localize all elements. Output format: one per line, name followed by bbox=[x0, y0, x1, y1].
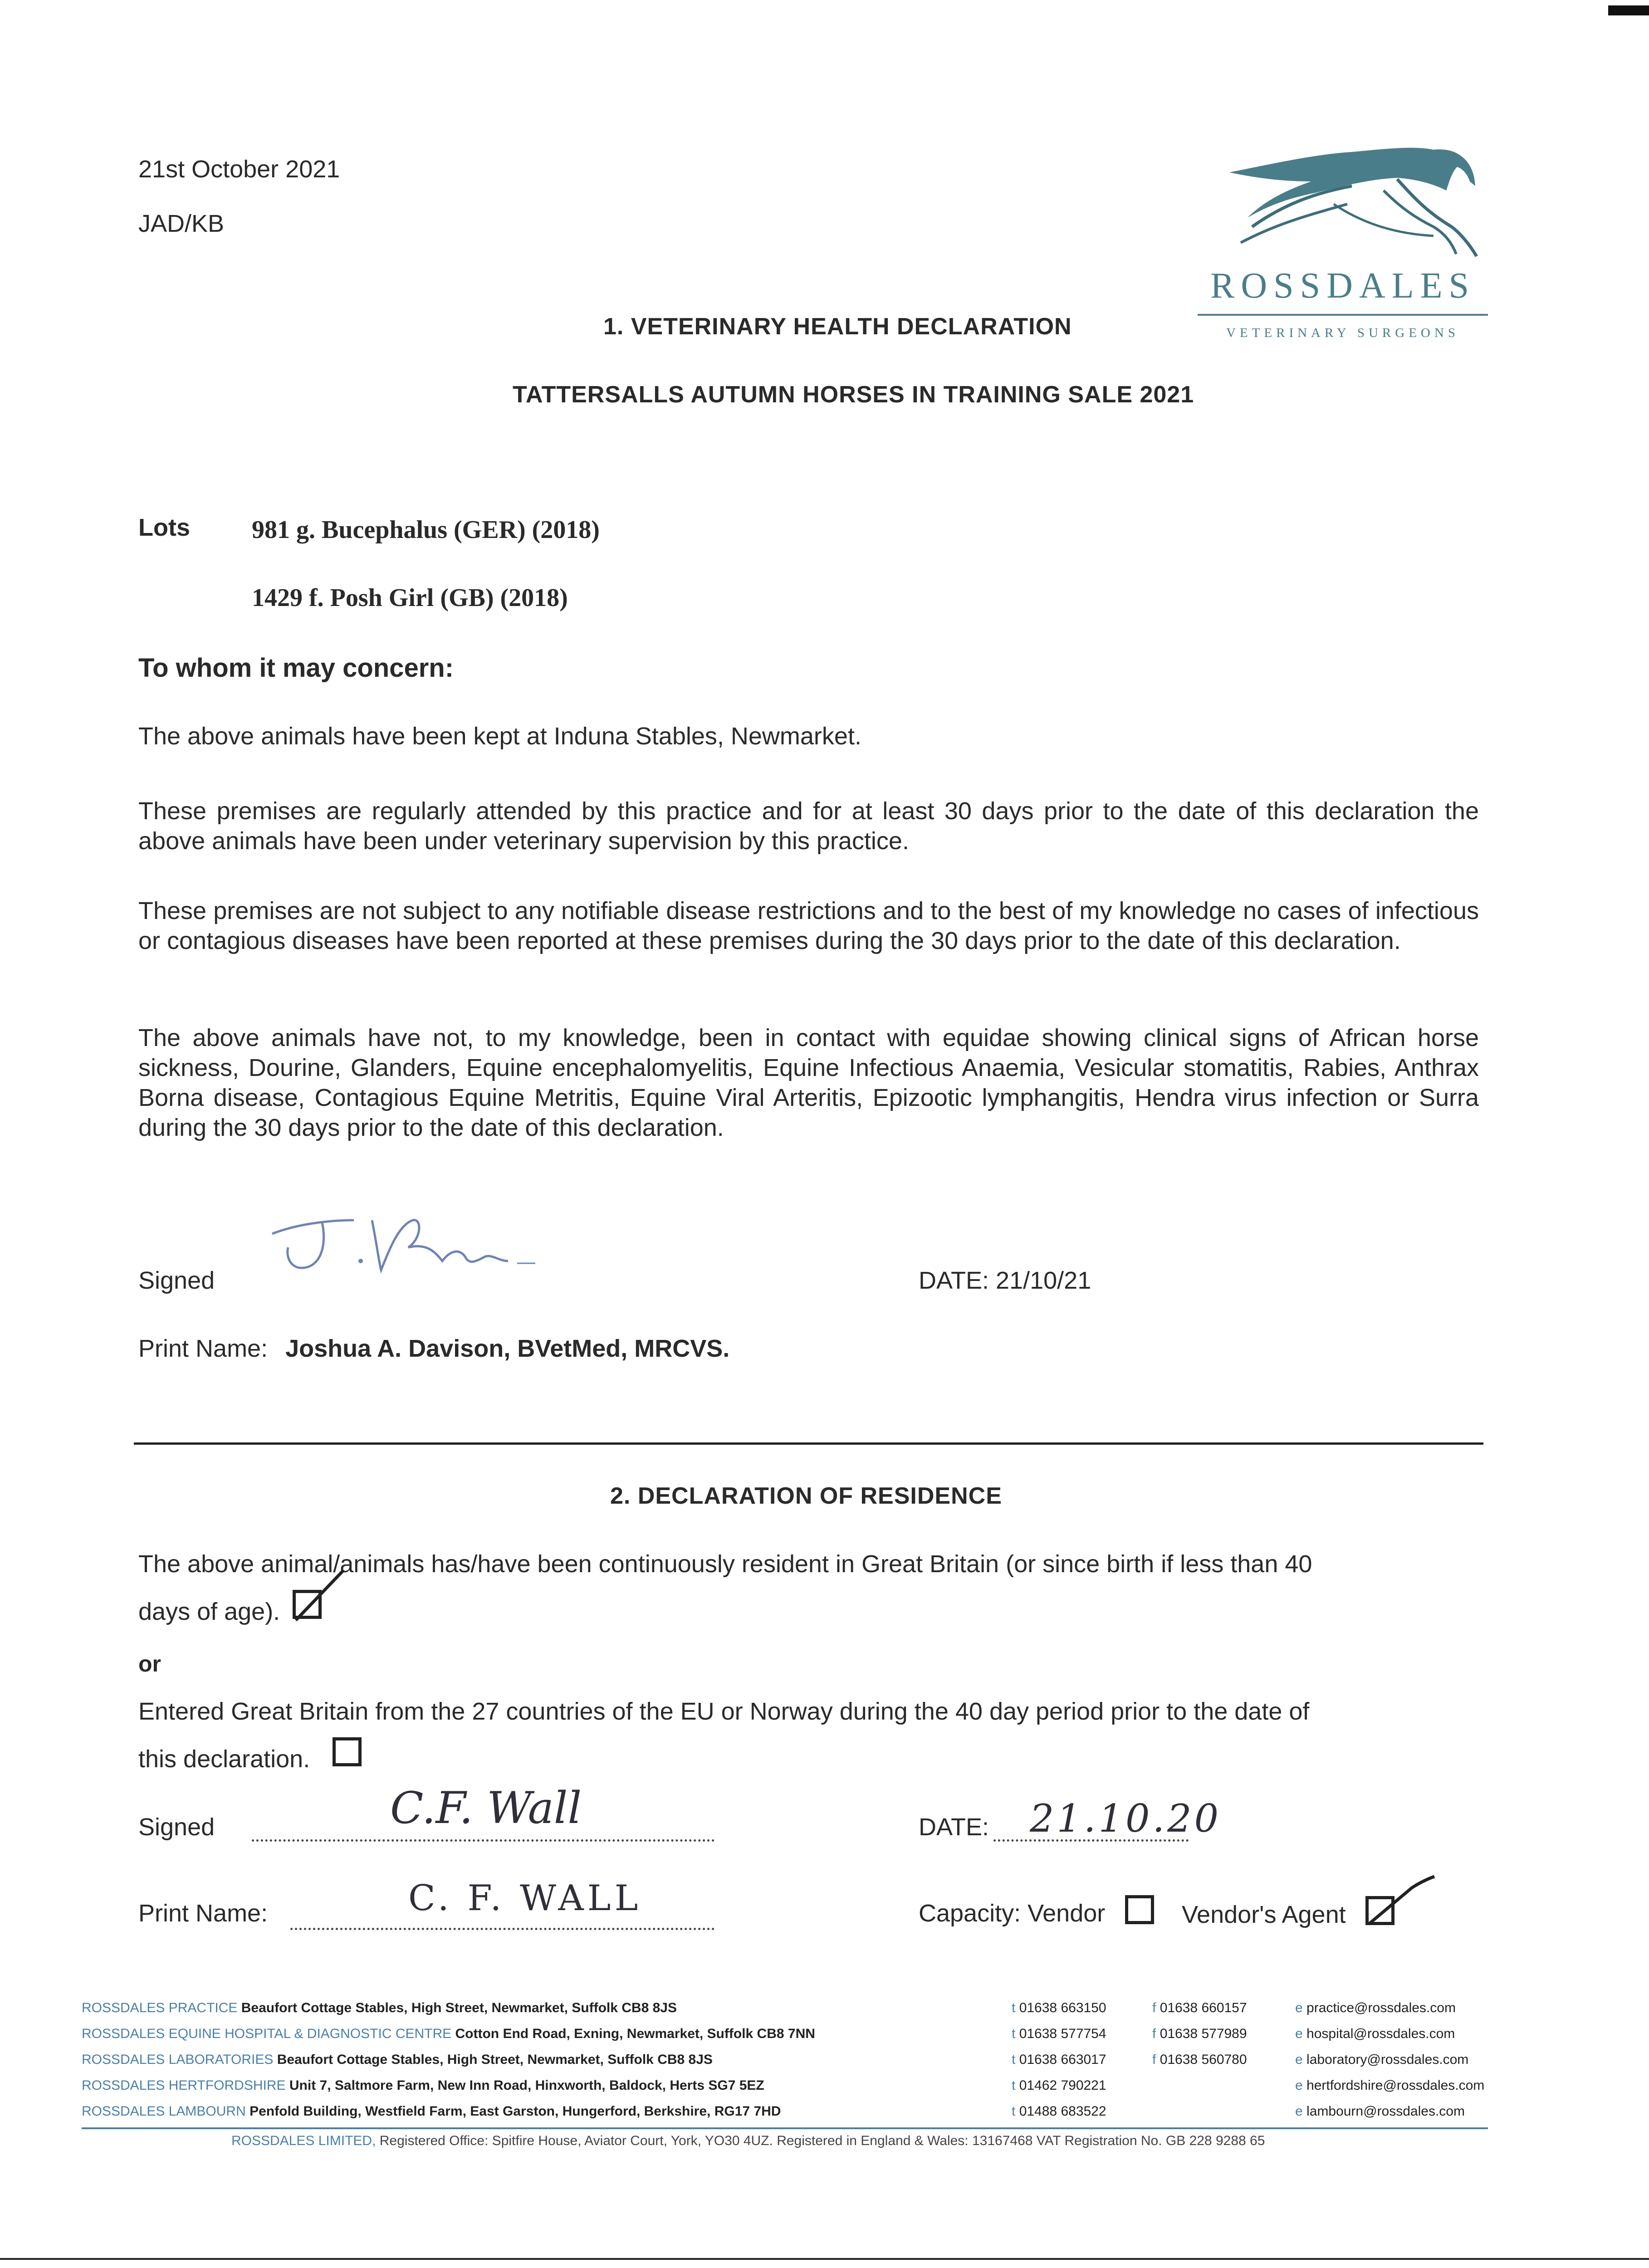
footer-email[interactable]: e hospital@rossdales.com bbox=[1295, 2026, 1455, 2041]
location-address: Penfold Building, Westfield Farm, East Garston, Hungerford, Berkshire, RG17 7HD bbox=[250, 2104, 781, 2119]
vet-signature bbox=[263, 1193, 553, 1288]
section2-signed-label: Signed bbox=[138, 1813, 215, 1841]
location-name: ROSSDALES LAMBOURN bbox=[82, 2104, 246, 2119]
vendor-checkbox[interactable] bbox=[1125, 1895, 1154, 1924]
footer-fax: f 01638 577989 bbox=[1152, 2026, 1247, 2041]
footer-location bbox=[82, 2047, 1034, 2072]
residence-option1-checkbox[interactable] bbox=[293, 1590, 322, 1619]
location-name: ROSSDALES HERTFORDSHIRE bbox=[82, 2078, 286, 2093]
vendors-agent-label: Vendor's Agent bbox=[1182, 1901, 1346, 1928]
footer-tel: t 01638 663017 bbox=[1012, 2052, 1106, 2067]
footer-fax: f 01638 560780 bbox=[1152, 2052, 1247, 2067]
location-address: Beaufort Cottage Stables, High Street, Newmarket, Suffolk CB8 8JS bbox=[241, 2000, 677, 2015]
paragraph-supervision: These premises are regularly attended by this practice and for at least 30 days prior to the date of this declaration the above animals have been under veterinary supervision by this practice. bbox=[138, 797, 1479, 855]
or-label: or bbox=[138, 1651, 161, 1677]
footer-tel: t 01488 683522 bbox=[1012, 2104, 1106, 2119]
section2-print-name-label: Print Name: bbox=[138, 1900, 268, 1927]
check-mark-icon bbox=[291, 1561, 346, 1607]
section2-title: 2. DECLARATION OF RESIDENCE bbox=[610, 1483, 1002, 1509]
date-value: 21/10/21 bbox=[996, 1267, 1091, 1294]
footer-telephones bbox=[1012, 1995, 1106, 2124]
footer-location bbox=[82, 2072, 1034, 2098]
residence-option1-line2: days of age). bbox=[138, 1598, 280, 1625]
logo-tagline: VETERINARY SURGEONS bbox=[1226, 326, 1459, 340]
lot-item: 981 g. Bucephalus (GER) (2018) bbox=[252, 516, 600, 544]
paragraph-premises: The above animals have been kept at Induna Stables, Newmarket. bbox=[138, 723, 861, 750]
footer-tel: t 01462 790221 bbox=[1012, 2078, 1106, 2093]
section2-signature: C.F. Wall bbox=[390, 1783, 582, 1833]
footer-email[interactable]: e lambourn@rossdales.com bbox=[1295, 2104, 1465, 2119]
vet-signature-stroke bbox=[263, 1193, 553, 1288]
print-name-label: Print Name: bbox=[138, 1335, 268, 1362]
letter-date: 21st October 2021 bbox=[138, 156, 340, 183]
print-name-value: Joshua A. Davison, BVetMed, MRCVS. bbox=[285, 1335, 730, 1362]
lots-label: Lots bbox=[138, 514, 190, 541]
footer-email[interactable]: e hertfordshire@rossdales.com bbox=[1295, 2078, 1485, 2093]
logo-name: ROSSDALES bbox=[1210, 266, 1475, 306]
section-divider bbox=[134, 1442, 1483, 1445]
registered-details: Registered Office: Spitfire House, Aviator Court, York, YO30 4UZ. Registered in England & Wales: 13167468 VAT Registration No. GB 228 9288 65 bbox=[379, 2133, 1265, 2148]
section2-print-name-line bbox=[290, 1919, 714, 1930]
section1-date bbox=[919, 1266, 1091, 1295]
section1-subtitle: TATTERSALLS AUTUMN HORSES IN TRAINING SALE 2021 bbox=[513, 381, 1194, 408]
residence-option2-line1: Entered Great Britain from the 27 countries of the EU or Norway during the 40 day period prior to the date of bbox=[138, 1698, 1310, 1725]
footer-divider bbox=[82, 2127, 1488, 2129]
footer-registration bbox=[231, 2133, 1265, 2149]
footer-tel: t 01638 577754 bbox=[1012, 2026, 1106, 2041]
footer-fax: f 01638 660157 bbox=[1152, 2000, 1247, 2015]
location-name: ROSSDALES EQUINE HOSPITAL & DIAGNOSTIC CENTRE bbox=[82, 2026, 452, 2041]
rossdales-logo bbox=[1198, 136, 1488, 349]
residence-option2-line2: this declaration. bbox=[138, 1745, 310, 1773]
scan-edge-bottom bbox=[0, 2258, 1649, 2260]
residence-option1-line1: The above animal/animals has/have been continuously resident in Great Britain (or since birth if less than 40 bbox=[138, 1550, 1312, 1578]
residence-option2-checkbox[interactable] bbox=[333, 1737, 362, 1766]
salutation: To whom it may concern: bbox=[138, 653, 454, 683]
footer-emails bbox=[1295, 1995, 1484, 2124]
footer-faxes bbox=[1152, 1995, 1247, 2072]
paragraph-disease-restrictions: These premises are not subject to any notifiable disease restrictions and to the best of my knowledge no cases of infectious or contagious diseases have been reported at these premises during the 30 days prior to the date of this declaration. bbox=[138, 897, 1479, 954]
registered-company: ROSSDALES LIMITED, bbox=[231, 2133, 376, 2148]
location-name: ROSSDALES LABORATORIES bbox=[82, 2052, 274, 2067]
letter-reference: JAD/KB bbox=[138, 210, 225, 237]
vendors-agent-checkbox[interactable] bbox=[1365, 1896, 1395, 1925]
capacity-vendor-label: Capacity: Vendor bbox=[919, 1900, 1106, 1927]
section1-print-name bbox=[138, 1334, 729, 1364]
footer-location bbox=[82, 2098, 1034, 2124]
location-address: Beaufort Cottage Stables, High Street, Newmarket, Suffolk CB8 8JS bbox=[277, 2052, 713, 2067]
section2-print-name-value: C. F. WALL bbox=[408, 1878, 642, 1919]
signed-label: Signed bbox=[138, 1267, 215, 1294]
date-label: DATE: bbox=[919, 1267, 989, 1294]
footer-tel: t 01638 663150 bbox=[1012, 2000, 1106, 2015]
scan-mark bbox=[1608, 5, 1649, 15]
section2-date-value: 21.10.20 bbox=[1030, 1796, 1222, 1841]
paragraph-contact-equidae: The above animals have not, to my knowledge, been in contact with equidae showing clinical signs of African horse sickness, Dourine, Glanders, Equine encephalomyelitis, Equine Infectious Anaemia, Vesicular stomatitis, Rabies, Anthrax Borna disease, Contagious Equine Metritis, Equine Viral Arteritis, Epizootic lymphangitis, Hendra virus infection or Surra during the 30 days prior to the date of this declaration. bbox=[138, 1024, 1479, 1141]
horse-logo-icon bbox=[1198, 136, 1488, 263]
lot-item: 1429 f. Posh Girl (GB) (2018) bbox=[252, 584, 568, 612]
logo-rule bbox=[1198, 314, 1488, 316]
location-address: Cotton End Road, Exning, Newmarket, Suffolk CB8 7NN bbox=[455, 2026, 815, 2041]
footer-location bbox=[82, 2021, 1034, 2047]
footer-email[interactable]: e laboratory@rossdales.com bbox=[1295, 2052, 1469, 2067]
location-address: Unit 7, Saltmore Farm, New Inn Road, Hinxworth, Baldock, Herts SG7 5EZ bbox=[289, 2078, 764, 2093]
footer-location bbox=[82, 1995, 1034, 2021]
section2-date-label: DATE: bbox=[919, 1813, 989, 1841]
check-mark-icon bbox=[1366, 1874, 1430, 1924]
location-name: ROSSDALES PRACTICE bbox=[82, 2000, 238, 2015]
footer-addresses bbox=[82, 1995, 1034, 2124]
footer-email[interactable]: e practice@rossdales.com bbox=[1295, 2000, 1456, 2015]
section1-title: 1. VETERINARY HEALTH DECLARATION bbox=[603, 313, 1072, 340]
